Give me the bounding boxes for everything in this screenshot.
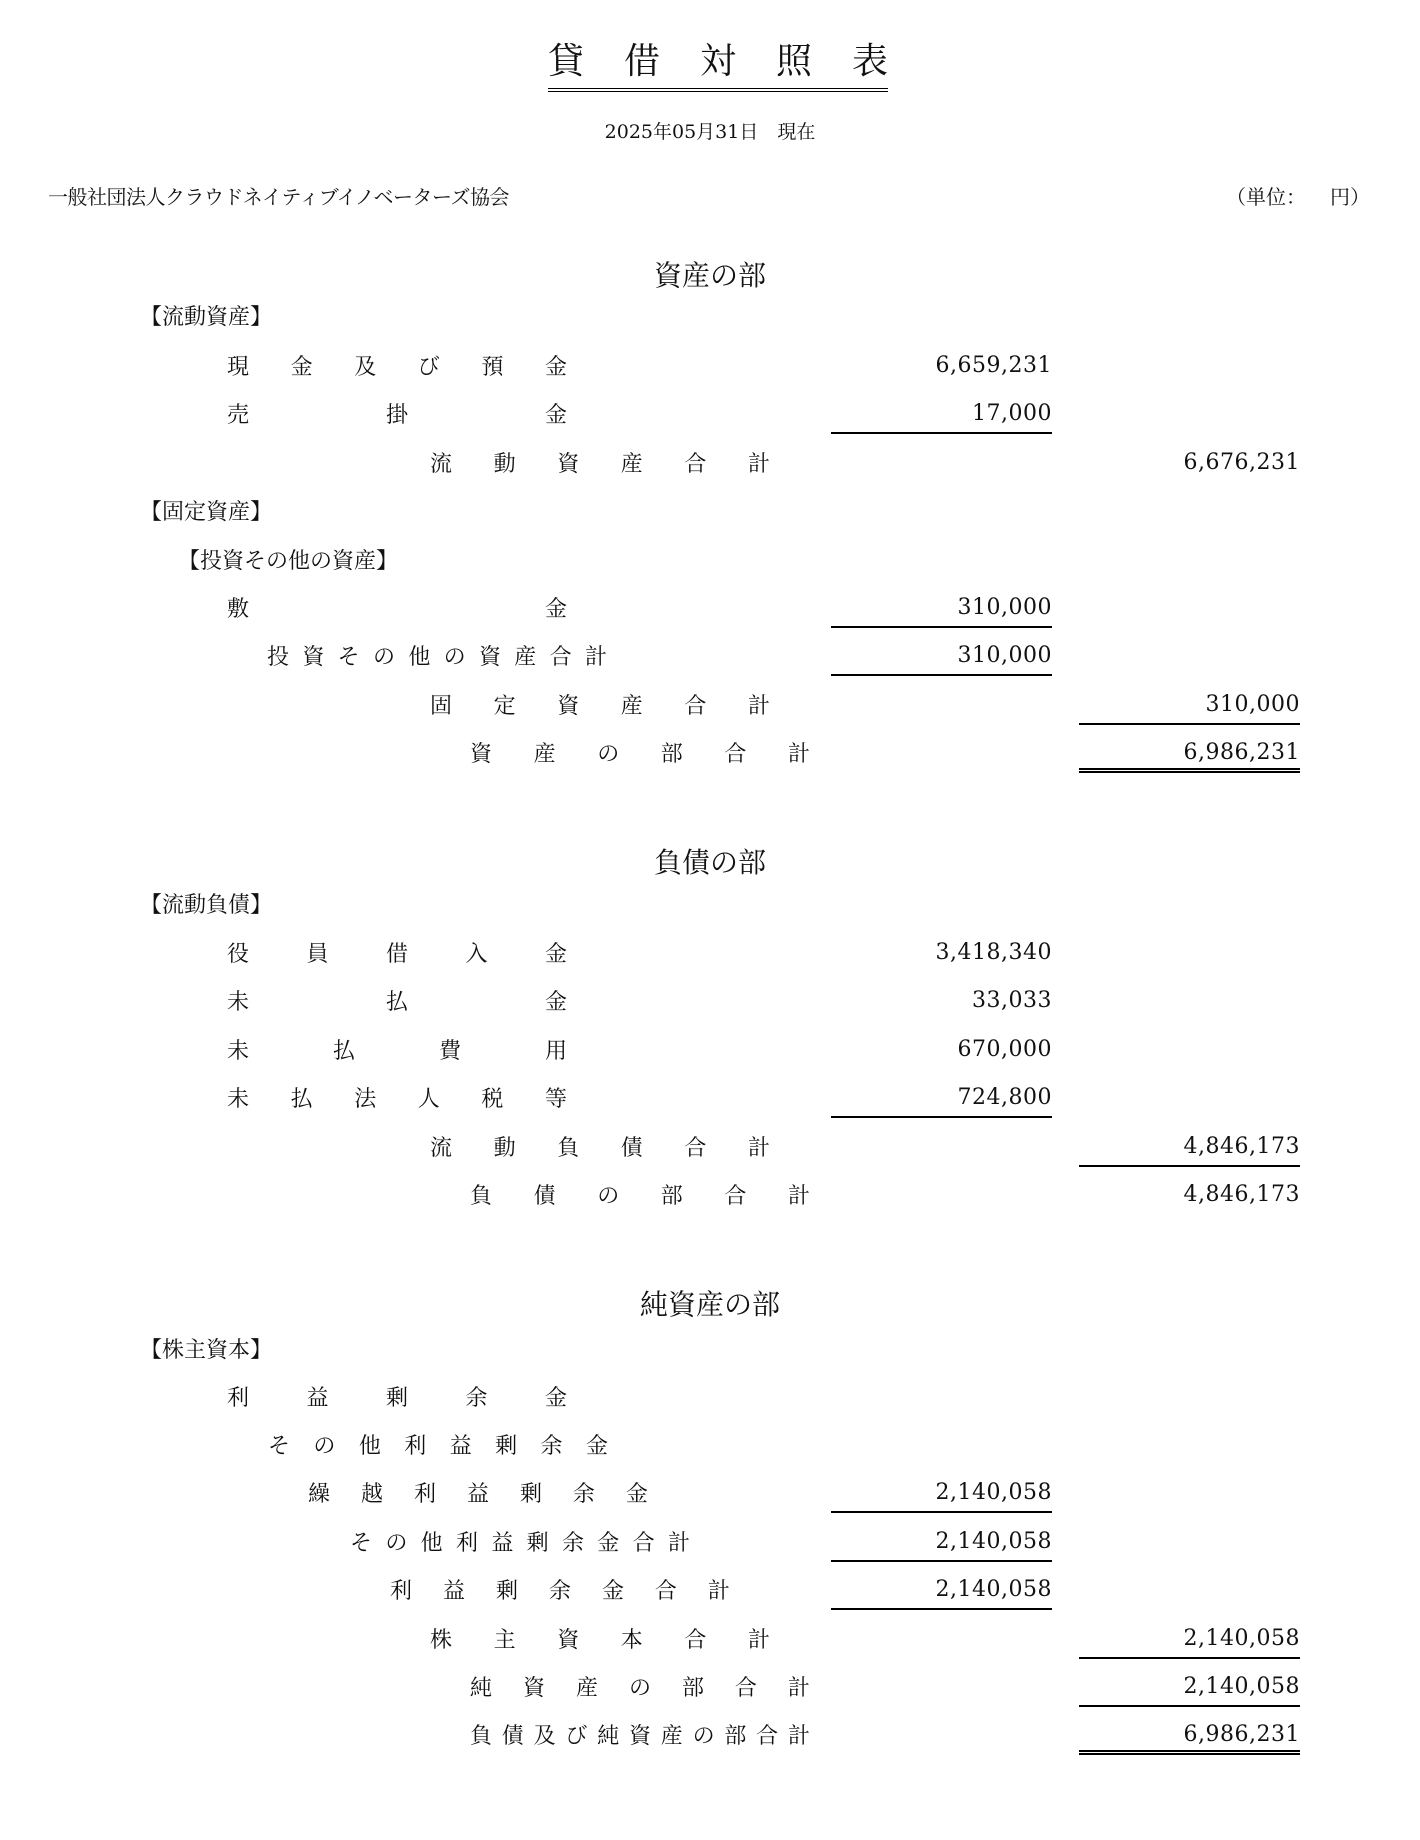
item-label	[227, 1383, 567, 1415]
line-item-income-taxes	[0, 1076, 1420, 1124]
subtotal-investments	[0, 634, 1420, 682]
subtotal-shareholders-equity	[0, 1617, 1420, 1665]
label-char: 産	[514, 645, 537, 670]
label-char: の	[385, 1531, 408, 1556]
label-char: 剰	[495, 1434, 518, 1459]
label-char: そ	[350, 1531, 373, 1556]
label-char: 未	[227, 990, 250, 1015]
line-item-other-retained	[0, 1423, 1420, 1471]
label-char: 産	[620, 694, 643, 719]
label-char: 剰	[385, 1386, 408, 1411]
group-row-current-liabilities	[0, 882, 1420, 930]
subtotal-other-retained	[0, 1520, 1420, 1568]
label-char: 他	[408, 645, 431, 670]
section-heading-net-assets: 純資産の部	[639, 1288, 780, 1321]
subtotal-current-assets	[0, 441, 1420, 489]
label-char: 債	[501, 1724, 524, 1749]
label-char: 定	[493, 694, 516, 719]
label-char: 利	[227, 1386, 250, 1411]
label-char: 合	[724, 742, 747, 767]
label-char: 合	[724, 1184, 747, 1209]
label-char: 合	[684, 452, 707, 477]
item-value: 670,000	[957, 1037, 1052, 1062]
label-char: 金	[625, 1482, 648, 1507]
item-value: 17,000	[831, 396, 1052, 434]
label-char: 流	[430, 452, 453, 477]
subtotal-label	[267, 642, 607, 674]
label-char: 計	[787, 1676, 810, 1701]
label-char: 売	[227, 403, 250, 428]
subtotal-label	[390, 1576, 730, 1608]
label-char: 益	[491, 1531, 514, 1556]
item-value: 724,800	[831, 1080, 1052, 1118]
label-char: 越	[360, 1482, 383, 1507]
label-char: 資	[557, 1628, 580, 1653]
item-label	[227, 594, 567, 626]
label-char: 金	[544, 990, 567, 1015]
label-char: 部	[681, 1676, 704, 1701]
subtotal-retained-earnings	[0, 1568, 1420, 1616]
label-char: 合	[632, 1531, 655, 1556]
subtotal-value: 310,000	[1079, 687, 1300, 725]
label-char: 部	[660, 1184, 683, 1209]
subtotal-current-liabilities	[0, 1125, 1420, 1173]
organization-name: 一般社団法人クラウドネイティブイノベーターズ協会	[48, 185, 509, 209]
label-char: 金	[544, 1386, 567, 1411]
label-char: 負	[557, 1136, 580, 1161]
item-value: 3,418,340	[935, 940, 1052, 965]
label-char: の	[597, 1184, 620, 1209]
item-value: 310,000	[831, 590, 1052, 628]
label-char: 産	[575, 1676, 598, 1701]
total-value: 4,846,173	[1183, 1182, 1300, 1207]
line-item-cash	[0, 344, 1420, 392]
label-char: 資	[302, 645, 325, 670]
subtotal-value: 2,140,058	[1079, 1621, 1300, 1659]
label-char: 税	[481, 1087, 504, 1112]
label-char: 計	[747, 452, 770, 477]
line-item-deposit	[0, 586, 1420, 634]
label-char: 固	[430, 694, 453, 719]
label-char: 合	[684, 694, 707, 719]
label-char: 部	[724, 1724, 747, 1749]
line-item-carried-forward	[0, 1471, 1420, 1519]
group-row-current-assets	[0, 294, 1420, 342]
label-char: 計	[747, 1136, 770, 1161]
label-char: 払	[290, 1087, 313, 1112]
label-char: 株	[430, 1628, 453, 1653]
label-char: 計	[667, 1531, 690, 1556]
label-char: 金	[544, 597, 567, 622]
label-char: 部	[660, 742, 683, 767]
subtotal-label	[430, 1133, 770, 1165]
label-char: 計	[747, 1628, 770, 1653]
label-char: 他	[420, 1531, 443, 1556]
label-char: 払	[385, 990, 408, 1015]
section-heading-liabilities: 負債の部	[653, 846, 766, 879]
label-char: 合	[756, 1724, 779, 1749]
label-char: 貸	[548, 41, 585, 82]
label-char: 益	[442, 1579, 465, 1604]
label-char: 債	[533, 1184, 556, 1209]
label-char: 合	[654, 1579, 677, 1604]
label-char: 純	[470, 1676, 493, 1701]
total-liabilities	[0, 1173, 1420, 1221]
label-char: 資	[628, 1724, 651, 1749]
label-char: 剰	[526, 1531, 549, 1556]
subtotal-value: 2,140,058	[831, 1524, 1052, 1562]
label-char: 金	[544, 355, 567, 380]
item-value: 2,140,058	[831, 1475, 1052, 1513]
label-char: 負	[470, 1184, 493, 1209]
label-char: 借	[623, 41, 660, 82]
label-char: 金	[544, 942, 567, 967]
label-char: 未	[227, 1087, 250, 1112]
label-char: 利	[413, 1482, 436, 1507]
item-label	[227, 352, 567, 384]
group-label: 【流動負債】	[140, 893, 273, 918]
label-char: の	[313, 1434, 336, 1459]
label-char: 余	[561, 1531, 584, 1556]
label-char: 金	[601, 1579, 624, 1604]
label-char: 照	[775, 41, 812, 82]
total-assets	[0, 731, 1420, 779]
label-char: 動	[493, 1136, 516, 1161]
total-value: 2,140,058	[1079, 1669, 1300, 1707]
label-char: 入	[465, 942, 488, 967]
label-char: 及	[533, 1724, 556, 1749]
label-char: 合	[734, 1676, 757, 1701]
label-char: 法	[354, 1087, 377, 1112]
total-label	[470, 739, 810, 771]
total-value: 6,986,231	[1079, 1717, 1300, 1755]
subtotal-value: 6,676,231	[1183, 450, 1300, 475]
as-of-date: 2025年05月31日 現在	[604, 121, 816, 143]
subtotal-fixed-assets	[0, 683, 1420, 731]
label-char: 益	[306, 1386, 329, 1411]
label-char: 員	[306, 942, 329, 967]
subtotal-label	[430, 449, 770, 481]
label-char: 金	[585, 1434, 608, 1459]
label-char: 資	[522, 1676, 545, 1701]
label-char: 動	[493, 452, 516, 477]
subtotal-value: 2,140,058	[831, 1572, 1052, 1610]
label-char: 資	[470, 742, 493, 767]
label-char: 投	[267, 645, 290, 670]
subtotal-value: 4,846,173	[1079, 1129, 1300, 1167]
label-char: 金	[597, 1531, 620, 1556]
label-char: 費	[438, 1039, 461, 1064]
label-char: 役	[227, 942, 250, 967]
label-char: 他	[358, 1434, 381, 1459]
unit-label-value: 円）	[1330, 185, 1370, 209]
label-char: の	[597, 742, 620, 767]
item-label	[227, 1036, 567, 1068]
total-net-assets	[0, 1665, 1420, 1713]
label-char: 及	[354, 355, 377, 380]
subtotal-label	[350, 1528, 690, 1560]
label-char: 益	[466, 1482, 489, 1507]
label-char: 対	[699, 41, 736, 82]
label-char: 資	[557, 452, 580, 477]
line-item-accrued-expenses	[0, 1028, 1420, 1076]
label-char: 現	[227, 355, 250, 380]
label-char: 預	[481, 355, 504, 380]
label-char: 本	[620, 1628, 643, 1653]
label-char: 余	[548, 1579, 571, 1604]
label-char: 主	[493, 1628, 516, 1653]
label-char: の	[628, 1676, 651, 1701]
item-label	[268, 1431, 608, 1463]
label-char: 流	[430, 1136, 453, 1161]
label-char: の	[443, 645, 466, 670]
label-char: 負	[470, 1724, 493, 1749]
label-char: 剰	[495, 1579, 518, 1604]
label-char: 計	[787, 1184, 810, 1209]
total-value: 6,986,231	[1079, 735, 1300, 773]
label-char: 等	[544, 1087, 567, 1112]
unit-label	[1226, 182, 1370, 212]
group-label: 【株主資本】	[140, 1338, 273, 1363]
label-char: 払	[332, 1039, 355, 1064]
label-char: 利	[390, 1579, 413, 1604]
item-label	[227, 987, 567, 1019]
label-char: 金	[290, 355, 313, 380]
label-char: 未	[227, 1039, 250, 1064]
item-label	[227, 939, 567, 971]
label-char: 計	[787, 742, 810, 767]
item-label	[227, 400, 567, 432]
label-char: 繰	[308, 1482, 331, 1507]
group-label: 【流動資産】	[140, 305, 273, 330]
item-value: 33,033	[972, 988, 1052, 1013]
label-char: 資	[557, 694, 580, 719]
page-title	[548, 40, 888, 92]
label-char: 計	[707, 1579, 730, 1604]
label-char: 合	[684, 1628, 707, 1653]
label-char: 産	[620, 452, 643, 477]
group-row-shareholders-equity	[0, 1327, 1420, 1375]
label-char: び	[417, 355, 440, 380]
label-char: 人	[417, 1087, 440, 1112]
label-char: 余	[572, 1482, 595, 1507]
group-label: 【投資その他の資産】	[178, 549, 399, 574]
label-char: 純	[597, 1724, 620, 1749]
label-char: 余	[540, 1434, 563, 1459]
group-row-investments	[0, 538, 1420, 586]
label-char: 産	[660, 1724, 683, 1749]
label-char: び	[565, 1724, 588, 1749]
label-char: 用	[544, 1039, 567, 1064]
label-char: 計	[747, 694, 770, 719]
label-char: 借	[385, 942, 408, 967]
line-item-retained-earnings	[0, 1375, 1420, 1423]
item-value: 6,659,231	[935, 353, 1052, 378]
label-char: 表	[851, 41, 888, 82]
label-char: 敷	[227, 597, 250, 622]
group-label: 【固定資産】	[140, 500, 273, 525]
section-heading-assets: 資産の部	[653, 259, 766, 292]
label-char: 合	[684, 1136, 707, 1161]
total-label	[470, 1673, 810, 1705]
line-item-accounts-payable	[0, 979, 1420, 1027]
group-row-fixed-assets	[0, 489, 1420, 537]
label-char: 合	[549, 645, 572, 670]
label-char: 計	[787, 1724, 810, 1749]
subtotal-value: 310,000	[831, 638, 1052, 676]
label-char: 資	[478, 645, 501, 670]
item-label	[227, 1084, 567, 1116]
line-item-officer-loans	[0, 931, 1420, 979]
label-char: の	[692, 1724, 715, 1749]
label-char: 益	[449, 1434, 472, 1459]
label-char: の	[372, 645, 395, 670]
label-char: そ	[337, 645, 360, 670]
label-char: 産	[533, 742, 556, 767]
total-label	[470, 1721, 810, 1753]
total-liabilities-and-net-assets	[0, 1713, 1420, 1761]
label-char: 金	[544, 403, 567, 428]
label-char: 利	[404, 1434, 427, 1459]
subtotal-label	[430, 691, 770, 723]
label-char: そ	[268, 1434, 291, 1459]
label-char: 掛	[385, 403, 408, 428]
label-char: 余	[465, 1386, 488, 1411]
label-char: 計	[584, 645, 607, 670]
label-char: 利	[455, 1531, 478, 1556]
total-label	[470, 1181, 810, 1213]
line-item-receivable	[0, 392, 1420, 440]
subtotal-label	[430, 1625, 770, 1657]
unit-label-prefix: （単位：	[1226, 185, 1306, 209]
label-char: 債	[620, 1136, 643, 1161]
label-char: 剰	[519, 1482, 542, 1507]
item-label	[308, 1479, 648, 1511]
